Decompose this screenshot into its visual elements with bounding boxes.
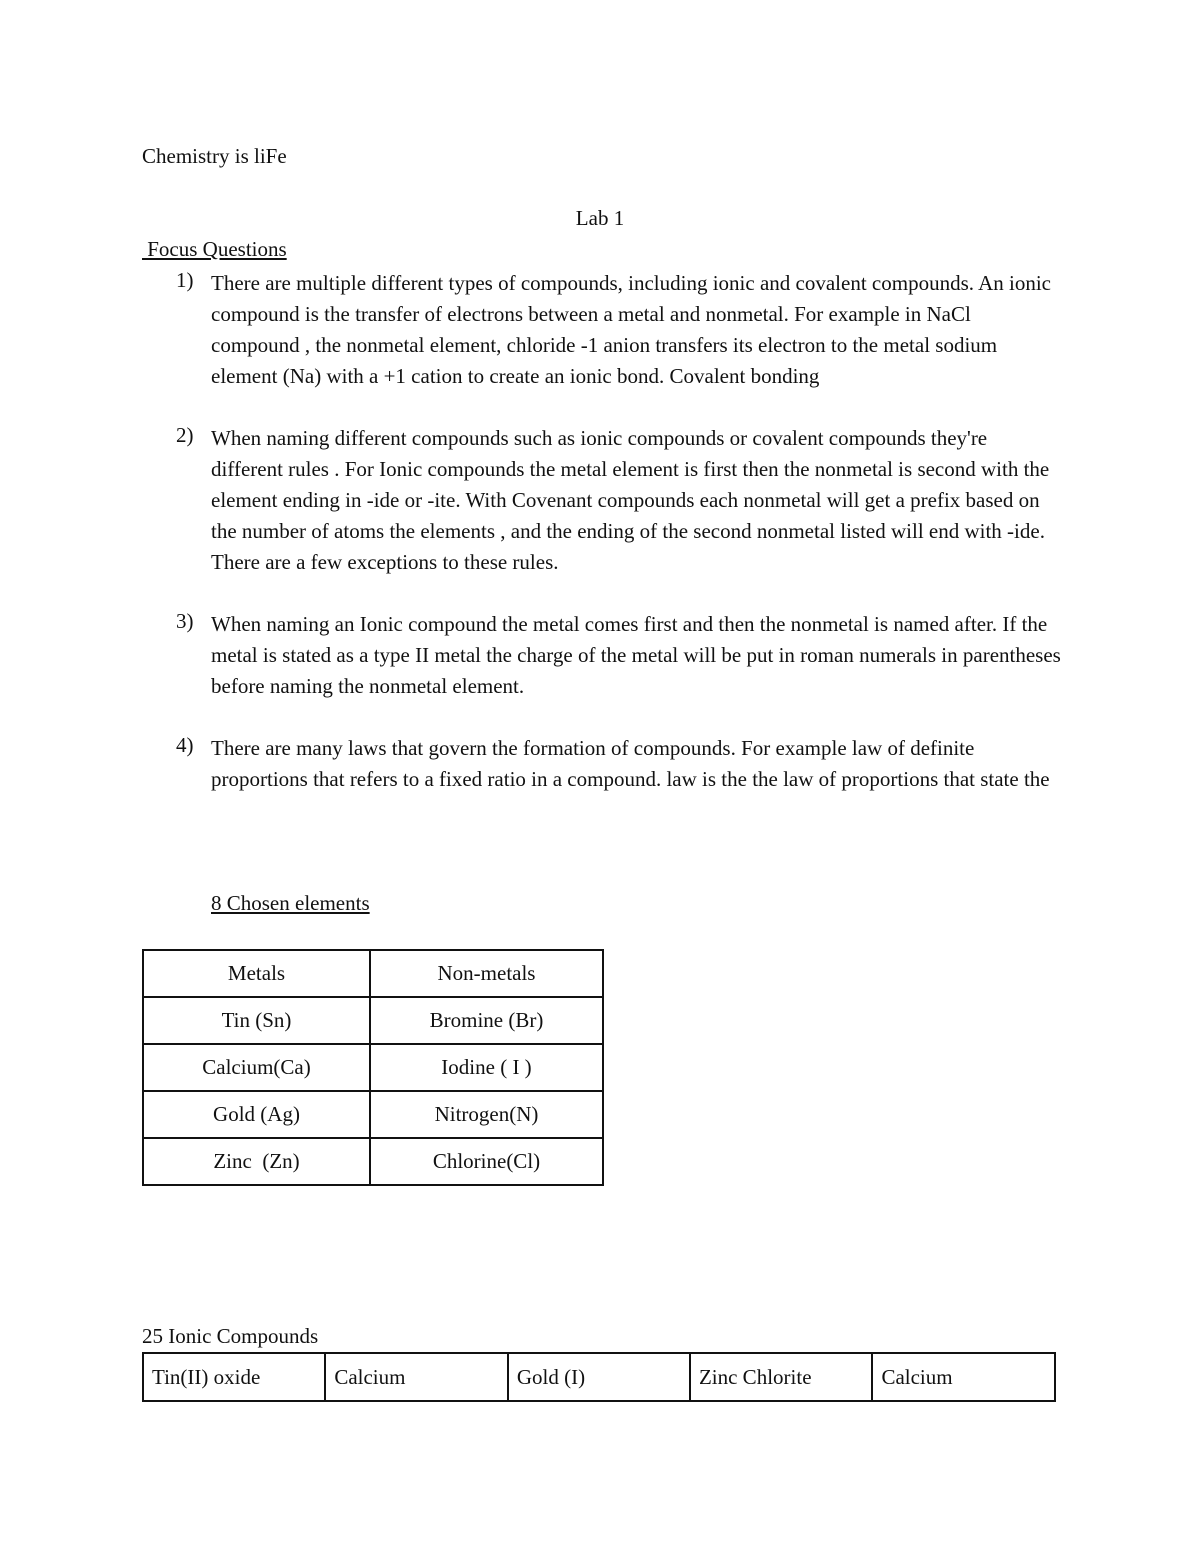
question-text: When naming different compounds such as ionic compounds or covalent compounds they're different rules . For Ionic compounds the metal element is first then the nonmetal is second with the element ending in -ide or -ite. With Covenant compounds each nonmetal will get a prefix based on the number of atoms the elements , and the ending of the second nonmetal listed will end with -ide. There are a few exceptions to these rules. <box>211 426 1050 574</box>
table-cell: Tin(II) oxide <box>143 1353 325 1401</box>
question-number: 3) <box>176 609 194 633</box>
question-number: 1) <box>176 268 194 292</box>
question-item <box>142 423 1062 578</box>
question-number: 2) <box>176 423 194 447</box>
question-text: There are multiple different types of compounds, including ionic and covalent compounds. An ionic compound is the transfer of electrons between a metal and nonmetal. For example in NaCl compound , the nonmetal element, chloride -1 anion transfers its electron to the metal sodium element (Na) with a +1 cation to create an ionic bond. Covalent bonding <box>211 271 1051 388</box>
question-item <box>142 609 1062 702</box>
document-author-line: Chemistry is liFe <box>142 144 287 168</box>
question-item <box>142 733 1062 795</box>
table-header-cell: Metals <box>143 950 370 997</box>
focus-questions-heading: Focus Questions <box>142 237 287 261</box>
table-cell: Chlorine(Cl) <box>370 1138 603 1185</box>
question-text: When naming an Ionic compound the metal comes first and then the nonmetal is named after. If the metal is stated as a type II metal the charge of the metal will be put in roman numerals in parentheses before naming the nonmetal element. <box>211 612 1061 698</box>
document-title: Lab 1 <box>575 206 625 230</box>
table-cell: Tin (Sn) <box>143 997 370 1044</box>
ionic-compounds-table <box>142 1352 1056 1402</box>
table-cell: Iodine ( I ) <box>370 1044 603 1091</box>
table-cell: Calcium <box>872 1353 1055 1401</box>
focus-questions-list <box>142 268 1062 795</box>
table-cell: Zinc Chlorite <box>690 1353 872 1401</box>
table-cell: Nitrogen(N) <box>370 1091 603 1138</box>
table-cell: Bromine (Br) <box>370 997 603 1044</box>
table-row <box>143 1353 1055 1401</box>
question-text: There are many laws that govern the formation of compounds. For example law of definite proportions that refers to a fixed ratio in a compound. law is the the law of proportions that state the <box>211 736 1050 791</box>
table-cell: Gold (Ag) <box>143 1091 370 1138</box>
table-cell: Gold (I) <box>508 1353 690 1401</box>
table-row <box>143 997 603 1044</box>
table-row <box>143 1044 603 1091</box>
table-cell: Zinc (Zn) <box>143 1138 370 1185</box>
table-cell: Calcium <box>325 1353 508 1401</box>
elements-table <box>142 949 604 1186</box>
question-item <box>142 268 1062 392</box>
table-cell: Calcium(Ca) <box>143 1044 370 1091</box>
table-row <box>143 1091 603 1138</box>
table-row <box>143 1138 603 1185</box>
chosen-elements-heading: 8 Chosen elements <box>211 891 370 915</box>
ionic-compounds-heading: 25 Ionic Compounds <box>142 1324 319 1348</box>
question-number: 4) <box>176 733 194 757</box>
table-header-cell: Non-metals <box>370 950 603 997</box>
table-header-row <box>143 950 603 997</box>
